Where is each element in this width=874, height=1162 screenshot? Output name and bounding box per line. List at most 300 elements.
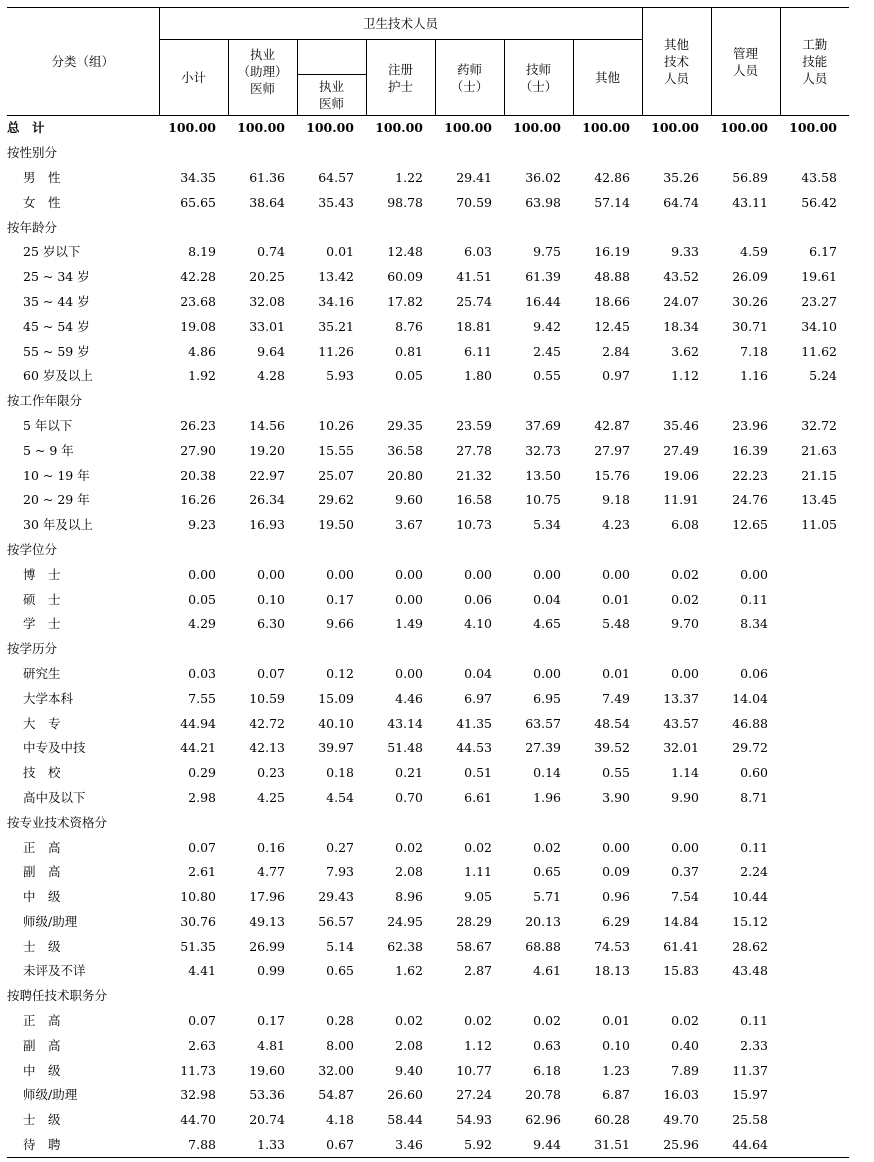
header-pharmacist: 药师 （士） — [435, 40, 504, 116]
cell-value: 10.26 — [318, 417, 354, 433]
cell-value: 25.58 — [732, 1112, 768, 1128]
cell-value: 6.97 — [464, 690, 492, 706]
cell-value: 6.29 — [602, 913, 630, 929]
cell-value — [780, 141, 849, 166]
cell-value — [711, 141, 780, 166]
cell-value: 44.21 — [180, 740, 216, 756]
cell-value: 61.39 — [525, 269, 561, 285]
cell-value: 14.84 — [663, 913, 699, 929]
cell-value: 13.45 — [801, 492, 837, 508]
cell-value: 15.76 — [594, 467, 630, 483]
cell-value: 22.23 — [732, 467, 768, 483]
row-label: 60 岁及以上 — [23, 368, 93, 384]
cell-value: 4.18 — [326, 1112, 354, 1128]
table-row — [7, 885, 849, 910]
row-label: 大学本科 — [23, 690, 74, 706]
row-label: 55 ~ 59 岁 — [23, 343, 90, 359]
cell-value: 0.02 — [464, 1013, 492, 1029]
cell-value: 6.03 — [464, 244, 492, 260]
cell-value: 9.66 — [326, 616, 354, 632]
cell-value: 29.43 — [318, 889, 354, 905]
header-nurse: 注册 护士 — [366, 40, 435, 116]
cell-value: 2.08 — [395, 864, 423, 880]
header-other: 其他 — [573, 40, 642, 116]
table-row — [7, 463, 849, 488]
cell-value: 9.42 — [533, 318, 561, 334]
cell-value — [780, 686, 849, 711]
cell-value: 9.75 — [533, 244, 561, 260]
cell-value: 40.10 — [318, 715, 354, 731]
cell-value: 0.00 — [671, 665, 699, 681]
cell-value: 0.55 — [533, 368, 561, 384]
cell-value — [780, 215, 849, 240]
cell-value: 0.12 — [326, 665, 354, 681]
table-row — [7, 761, 849, 786]
cell-value: 20.38 — [180, 467, 216, 483]
cell-value: 4.41 — [188, 963, 216, 979]
cell-value — [435, 637, 504, 662]
cell-value — [159, 810, 228, 835]
cell-value: 0.27 — [326, 839, 354, 855]
row-label: 30 年及以上 — [23, 517, 93, 533]
header-other-tech: 其他 技术 人员 — [642, 8, 711, 116]
cell-value — [780, 1083, 849, 1108]
cell-value — [228, 215, 297, 240]
cell-value — [366, 141, 435, 166]
row-label: 中 级 — [23, 1062, 61, 1078]
cell-value: 64.57 — [318, 169, 354, 185]
cell-value: 25.74 — [456, 293, 492, 309]
cell-value: 1.22 — [395, 169, 423, 185]
cell-value: 16.44 — [525, 293, 561, 309]
cell-value: 9.05 — [464, 889, 492, 905]
cell-value: 39.52 — [594, 740, 630, 756]
cell-value: 0.05 — [188, 591, 216, 607]
cell-value: 54.93 — [456, 1112, 492, 1128]
cell-value: 0.18 — [326, 765, 354, 781]
cell-value: 49.70 — [663, 1112, 699, 1128]
cell-value — [780, 736, 849, 761]
row-label: 副 高 — [23, 1037, 61, 1053]
cell-value: 62.38 — [387, 938, 423, 954]
cell-value: 2.63 — [188, 1037, 216, 1053]
cell-value: 35.43 — [318, 194, 354, 210]
cell-value: 20.74 — [249, 1112, 285, 1128]
table-row — [7, 488, 849, 513]
table-row — [7, 364, 849, 389]
cell-value: 10.80 — [180, 889, 216, 905]
cell-value: 2.45 — [533, 343, 561, 359]
table-row — [7, 612, 849, 637]
row-label: 总 计 — [7, 120, 45, 136]
cell-value: 0.70 — [395, 789, 423, 805]
cell-value: 17.82 — [387, 293, 423, 309]
cell-value: 4.65 — [533, 616, 561, 632]
table-header — [7, 8, 849, 116]
cell-value: 11.37 — [732, 1062, 768, 1078]
cell-value — [642, 637, 711, 662]
cell-value: 4.77 — [257, 864, 285, 880]
cell-value: 29.35 — [387, 417, 423, 433]
cell-value: 7.55 — [188, 690, 216, 706]
cell-value: 100.00 — [444, 120, 492, 136]
cell-value: 1.33 — [228, 1133, 297, 1158]
cell-value: 0.02 — [671, 591, 699, 607]
cell-value: 21.63 — [801, 442, 837, 458]
cell-value — [642, 984, 711, 1009]
section-row — [7, 810, 849, 835]
cell-value — [780, 860, 849, 885]
cell-value: 56.89 — [732, 169, 768, 185]
row-label: 正 高 — [23, 839, 61, 855]
cell-value — [711, 389, 780, 414]
cell-value — [297, 141, 366, 166]
cell-value — [297, 810, 366, 835]
cell-value: 0.60 — [740, 765, 768, 781]
cell-value: 0.00 — [602, 566, 630, 582]
cell-value: 4.28 — [257, 368, 285, 384]
cell-value: 0.03 — [188, 665, 216, 681]
cell-value — [711, 810, 780, 835]
cell-value — [780, 959, 849, 984]
table-row — [7, 190, 849, 215]
cell-value: 30.26 — [732, 293, 768, 309]
cell-value — [642, 141, 711, 166]
cell-value: 0.02 — [671, 1013, 699, 1029]
cell-value — [780, 637, 849, 662]
cell-value: 9.33 — [671, 244, 699, 260]
row-label: 副 高 — [23, 864, 61, 880]
cell-value — [573, 984, 642, 1009]
cell-value: 32.01 — [663, 740, 699, 756]
cell-value: 6.95 — [533, 690, 561, 706]
cell-value: 0.01 — [326, 244, 354, 260]
cell-value: 43.58 — [801, 169, 837, 185]
cell-value: 98.78 — [387, 194, 423, 210]
cell-value: 7.18 — [740, 343, 768, 359]
cell-value: 0.74 — [257, 244, 285, 260]
cell-value: 11.05 — [801, 517, 837, 533]
table-row — [7, 736, 849, 761]
section-row — [7, 215, 849, 240]
cell-value — [642, 810, 711, 835]
cell-value: 100.00 — [651, 120, 699, 136]
cell-value — [780, 934, 849, 959]
row-label: 士 级 — [23, 1112, 61, 1128]
cell-value: 9.40 — [395, 1062, 423, 1078]
cell-value: 0.55 — [602, 765, 630, 781]
cell-value: 48.54 — [594, 715, 630, 731]
cell-value: 0.07 — [257, 665, 285, 681]
cell-value: 1.80 — [464, 368, 492, 384]
cell-value — [573, 141, 642, 166]
cell-value: 41.35 — [456, 715, 492, 731]
table-row — [7, 1083, 849, 1108]
row-label: 师级/助理 — [23, 1087, 78, 1103]
cell-value: 5.24 — [809, 368, 837, 384]
cell-value: 0.01 — [602, 665, 630, 681]
cell-value: 1.96 — [533, 789, 561, 805]
cell-value: 0.14 — [533, 765, 561, 781]
cell-value: 0.65 — [326, 963, 354, 979]
cell-value: 0.65 — [533, 864, 561, 880]
cell-value: 5.48 — [602, 616, 630, 632]
cell-value: 11.91 — [663, 492, 699, 508]
cell-value: 63.98 — [525, 194, 561, 210]
cell-value: 0.10 — [257, 591, 285, 607]
cell-value — [228, 984, 297, 1009]
cell-value: 16.58 — [456, 492, 492, 508]
cell-value — [573, 215, 642, 240]
cell-value: 9.23 — [188, 517, 216, 533]
cell-value: 18.66 — [594, 293, 630, 309]
cell-value: 41.51 — [456, 269, 492, 285]
cell-value: 26.60 — [387, 1087, 423, 1103]
header-category: 分类（组） — [7, 8, 159, 116]
cell-value: 0.10 — [602, 1037, 630, 1053]
cell-value — [504, 538, 573, 563]
cell-value — [228, 389, 297, 414]
row-label: 5 年以下 — [23, 417, 73, 433]
cell-value — [780, 786, 849, 811]
cell-value: 3.90 — [602, 789, 630, 805]
cell-value: 32.73 — [525, 442, 561, 458]
cell-value: 29.62 — [318, 492, 354, 508]
cell-value: 1.92 — [188, 368, 216, 384]
cell-value — [780, 1108, 849, 1133]
cell-value — [435, 984, 504, 1009]
cell-value: 12.45 — [594, 318, 630, 334]
cell-value: 34.10 — [801, 318, 837, 334]
cell-value: 0.02 — [671, 566, 699, 582]
cell-value: 36.58 — [387, 442, 423, 458]
cell-value: 56.42 — [801, 194, 837, 210]
cell-value: 12.48 — [387, 244, 423, 260]
cell-value: 20.25 — [249, 269, 285, 285]
cell-value: 5.93 — [326, 368, 354, 384]
cell-value: 0.00 — [740, 566, 768, 582]
cell-value — [780, 810, 849, 835]
cell-value — [504, 637, 573, 662]
cell-value — [504, 141, 573, 166]
row-label: 按聘任技术职务分 — [7, 988, 108, 1004]
cell-value: 100.00 — [582, 120, 630, 136]
cell-value: 0.06 — [464, 591, 492, 607]
cell-value: 2.98 — [188, 789, 216, 805]
cell-value: 12.65 — [732, 517, 768, 533]
cell-value: 49.13 — [249, 913, 285, 929]
cell-value: 32.08 — [249, 293, 285, 309]
cell-value — [780, 612, 849, 637]
cell-value — [366, 810, 435, 835]
cell-value: 32.98 — [180, 1087, 216, 1103]
cell-value: 1.23 — [602, 1062, 630, 1078]
cell-value: 1.16 — [740, 368, 768, 384]
cell-value: 60.09 — [387, 269, 423, 285]
cell-value: 2.84 — [602, 343, 630, 359]
cell-value: 27.97 — [594, 442, 630, 458]
cell-value: 31.51 — [573, 1133, 642, 1158]
cell-value: 0.11 — [740, 1013, 768, 1029]
cell-value: 20.80 — [387, 467, 423, 483]
header-management: 管理 人员 — [711, 8, 780, 116]
cell-value: 70.59 — [456, 194, 492, 210]
cell-value: 3.46 — [366, 1133, 435, 1158]
cell-value: 7.49 — [602, 690, 630, 706]
cell-value: 15.83 — [663, 963, 699, 979]
row-label: 25 ~ 34 岁 — [23, 269, 90, 285]
cell-value — [780, 984, 849, 1009]
cell-value — [780, 711, 849, 736]
cell-value: 0.02 — [464, 839, 492, 855]
cell-value: 10.77 — [456, 1062, 492, 1078]
cell-value: 4.59 — [740, 244, 768, 260]
cell-value — [435, 389, 504, 414]
cell-value: 16.03 — [663, 1087, 699, 1103]
row-label: 按年龄分 — [7, 219, 58, 235]
cell-value: 34.16 — [318, 293, 354, 309]
cell-value: 0.02 — [395, 839, 423, 855]
cell-value: 8.71 — [740, 789, 768, 805]
cell-value: 13.42 — [318, 269, 354, 285]
cell-value — [228, 637, 297, 662]
cell-value: 27.24 — [456, 1087, 492, 1103]
table-row — [7, 339, 849, 364]
cell-value — [159, 637, 228, 662]
cell-value: 0.28 — [326, 1013, 354, 1029]
row-label: 正 高 — [23, 1013, 61, 1029]
cell-value: 0.40 — [671, 1037, 699, 1053]
cell-value — [573, 637, 642, 662]
cell-value: 0.99 — [257, 963, 285, 979]
cell-value: 6.17 — [809, 244, 837, 260]
cell-value: 43.57 — [663, 715, 699, 731]
cell-value: 19.60 — [249, 1062, 285, 1078]
cell-value: 0.23 — [257, 765, 285, 781]
cell-value: 0.16 — [257, 839, 285, 855]
cell-value: 5.71 — [533, 889, 561, 905]
cell-value: 10.75 — [525, 492, 561, 508]
cell-value: 19.61 — [801, 269, 837, 285]
cell-value: 10.44 — [732, 889, 768, 905]
cell-value: 74.53 — [594, 938, 630, 954]
cell-value: 21.32 — [456, 467, 492, 483]
cell-value: 6.18 — [533, 1062, 561, 1078]
cell-value: 0.00 — [326, 566, 354, 582]
cell-value: 43.52 — [663, 269, 699, 285]
cell-value — [780, 538, 849, 563]
cell-value: 0.29 — [188, 765, 216, 781]
cell-value: 23.96 — [732, 417, 768, 433]
cell-value — [780, 562, 849, 587]
cell-value — [780, 885, 849, 910]
cell-value: 48.88 — [594, 269, 630, 285]
cell-value: 0.97 — [602, 368, 630, 384]
cell-value: 0.81 — [395, 343, 423, 359]
table-row — [7, 934, 849, 959]
cell-value: 43.11 — [732, 194, 768, 210]
cell-value — [642, 389, 711, 414]
cell-value: 9.90 — [671, 789, 699, 805]
cell-value: 100.00 — [513, 120, 561, 136]
header-health-tech-group: 卫生技术人员 — [159, 8, 642, 40]
cell-value: 42.28 — [180, 269, 216, 285]
cell-value: 5.92 — [435, 1133, 504, 1158]
cell-value: 61.36 — [249, 169, 285, 185]
table-row — [7, 711, 849, 736]
cell-value — [504, 810, 573, 835]
cell-value: 27.90 — [180, 442, 216, 458]
cell-value: 58.67 — [456, 938, 492, 954]
cell-value: 57.14 — [594, 194, 630, 210]
cell-value: 53.36 — [249, 1087, 285, 1103]
cell-value: 20.13 — [525, 913, 561, 929]
row-label: 按学历分 — [7, 641, 58, 657]
row-label: 中专及中技 — [23, 740, 86, 756]
row-label: 高中及以下 — [23, 789, 86, 805]
cell-value: 0.09 — [602, 864, 630, 880]
cell-value — [780, 1009, 849, 1034]
cell-value: 0.07 — [188, 1013, 216, 1029]
cell-value: 5.34 — [533, 517, 561, 533]
cell-value: 1.49 — [395, 616, 423, 632]
cell-value: 0.11 — [740, 591, 768, 607]
cell-value: 2.61 — [188, 864, 216, 880]
cell-value: 27.49 — [663, 442, 699, 458]
table-row — [7, 562, 849, 587]
cell-value — [159, 984, 228, 1009]
cell-value: 15.55 — [318, 442, 354, 458]
cell-value: 38.64 — [249, 194, 285, 210]
cell-value: 16.93 — [249, 517, 285, 533]
cell-value: 10.59 — [249, 690, 285, 706]
cell-value: 2.08 — [395, 1037, 423, 1053]
header-technician: 技师 （士） — [504, 40, 573, 116]
cell-value: 0.21 — [395, 765, 423, 781]
cell-value: 7.88 — [159, 1133, 228, 1158]
row-label: 10 ~ 19 年 — [23, 467, 90, 483]
cell-value: 0.04 — [533, 591, 561, 607]
cell-value: 4.54 — [326, 789, 354, 805]
cell-value — [228, 810, 297, 835]
cell-value: 0.04 — [464, 665, 492, 681]
cell-value: 13.50 — [525, 467, 561, 483]
cell-value: 19.08 — [180, 318, 216, 334]
section-row — [7, 637, 849, 662]
cell-value: 42.13 — [249, 740, 285, 756]
cell-value: 43.48 — [732, 963, 768, 979]
header-licensed-doctor-sub: 执业 医师 — [297, 75, 366, 116]
cell-value: 26.09 — [732, 269, 768, 285]
row-label: 未评及不详 — [23, 963, 86, 979]
cell-value — [435, 810, 504, 835]
cell-value: 7.89 — [671, 1062, 699, 1078]
cell-value — [159, 215, 228, 240]
table-row — [7, 587, 849, 612]
cell-value: 1.12 — [671, 368, 699, 384]
cell-value: 62.96 — [525, 1112, 561, 1128]
section-row — [7, 538, 849, 563]
cell-value: 8.34 — [740, 616, 768, 632]
cell-value: 23.27 — [801, 293, 837, 309]
cell-value: 22.97 — [249, 467, 285, 483]
table-row — [7, 513, 849, 538]
cell-value: 100.00 — [789, 120, 837, 136]
cell-value: 26.99 — [249, 938, 285, 954]
table-row — [7, 910, 849, 935]
row-label: 博 士 — [23, 566, 61, 582]
cell-value: 18.34 — [663, 318, 699, 334]
